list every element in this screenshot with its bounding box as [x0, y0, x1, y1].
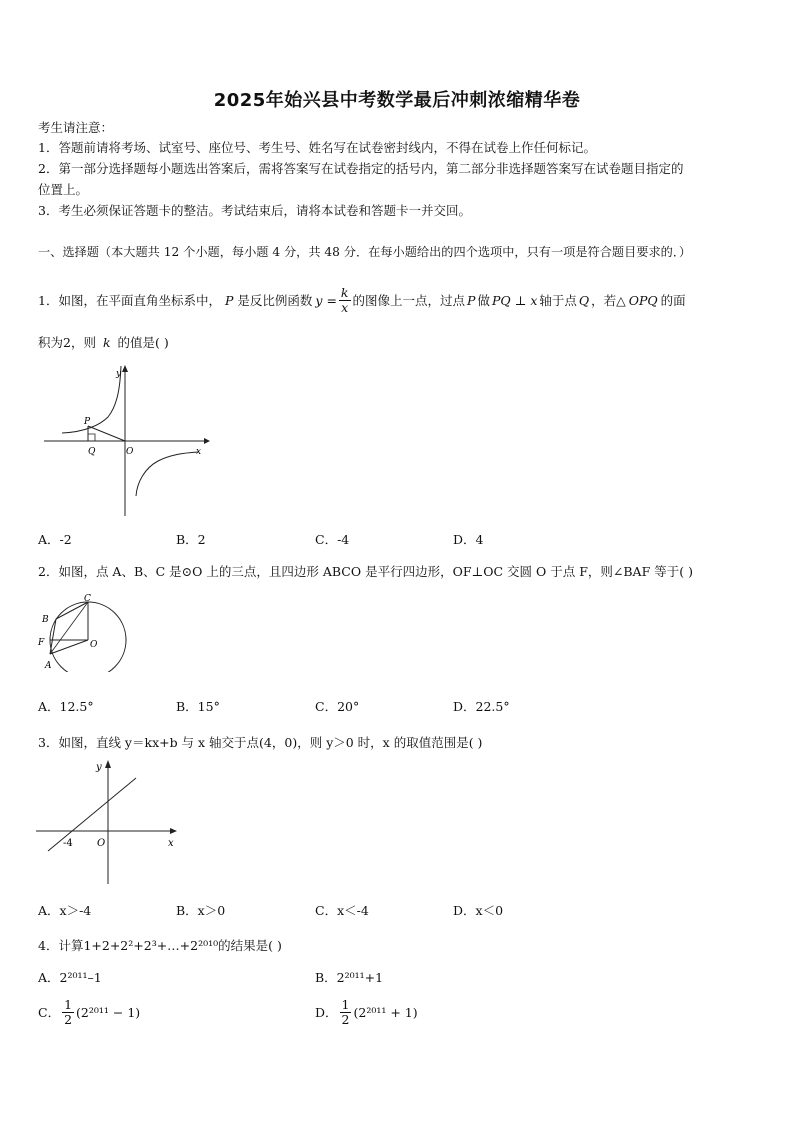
q1-text: 轴于点: [539, 293, 577, 308]
q1-expr-opq: OPQ: [628, 292, 658, 308]
q3-fig-label-x: x: [168, 838, 174, 849]
q1-text: 1．如图，在平面直角坐标系中，: [38, 293, 221, 308]
q2-option-a: A．12.5°: [38, 699, 94, 714]
q2-option-b: B．15°: [176, 699, 220, 714]
notice-item: 2．第一部分选择题每小题选出答案后，需将答案写在试卷指定的括号内，第二部分非选择题答案写在试卷题目指定的: [38, 161, 684, 176]
q2-fig-label-c: C: [84, 594, 91, 604]
q1-text: 的面: [660, 293, 686, 308]
q4-option-b: B．2²⁰¹¹+1: [315, 970, 384, 985]
question-3-stem: 3．如图，直线 y＝kx+b 与 x 轴交于点(4，0)，则 y＞0 时，x 的取值范围是( ): [38, 735, 483, 750]
question-4-stem: 4．计算1+2+2²+2³+…+2²⁰¹⁰的结果是( ): [38, 938, 282, 953]
q3-option-c: C．x＜-4: [315, 903, 369, 918]
q1-option-b: B．2: [176, 532, 206, 547]
q1-text: 是反比例函数: [237, 293, 313, 308]
q4-option-d-label: D．: [315, 1005, 338, 1020]
q1-text: 积为2，则: [38, 335, 96, 350]
q1-fig-label-o: O: [126, 447, 134, 457]
section-heading: 一、选择题（本大题共 12 个小题，每小题 4 分，共 48 分．在每小题给出的四个选项中，只有一项是符合题目要求的．）: [38, 245, 692, 259]
q4-option-c-den: 2: [64, 1011, 73, 1027]
q2-fig-label-b: B: [42, 615, 49, 625]
q1-fraction: [339, 286, 351, 315]
q1-text: 的图像上一点，过点: [352, 293, 466, 308]
question-2-stem: 2．如图，点 A、B、C 是⊙O 上的三点，且四边形 ABCO 是平行四边形，OF⊥OC 交圆 O 于点 F，则∠BAF 等于( ): [38, 564, 693, 579]
notice-item: 3．考生必须保证答题卡的整洁。考试结束后，请将本试卷和答题卡一并交回。: [38, 203, 471, 218]
question-1-stem: [38, 282, 686, 318]
q1-fig-label-y: y: [116, 369, 122, 379]
q1-text: 的值是( ): [117, 335, 169, 350]
q4-option-c: [38, 994, 140, 1030]
q1-fig-label-x: x: [196, 447, 202, 457]
q4-option-d-fraction: [340, 998, 352, 1027]
q2-fig-label-o: O: [90, 640, 98, 650]
q1-fraction-num: k: [340, 284, 349, 300]
page-title: 2025年始兴县中考数学最后冲刺浓缩精华卷: [213, 90, 581, 111]
q1-fig-label-p: P: [84, 417, 91, 427]
q1-text: 做: [477, 293, 490, 308]
q3-fig-label-y: y: [96, 762, 102, 773]
q2-fig-label-f: F: [38, 638, 45, 648]
q4-option-d-num: 1: [341, 996, 350, 1012]
question-1-stem-line2: [38, 333, 169, 351]
q2-fig-label-a: A: [45, 661, 52, 671]
q3-figure: [36, 756, 184, 886]
q4-option-c-fraction: [62, 998, 74, 1027]
q1-option-c: C．-4: [315, 532, 350, 547]
q3-option-d: D．x＜0: [453, 903, 504, 918]
q3-fig-label-minus4: -4: [63, 838, 73, 849]
q3-option-a: A．x＞-4: [38, 903, 92, 918]
q4-option-d: [315, 994, 418, 1030]
q4-option-a: A．2²⁰¹¹–1: [38, 970, 102, 985]
q1-var-q: Q: [578, 292, 590, 308]
q4-option-d-den: 2: [341, 1011, 350, 1027]
q1-expr-pq: PQ ⊥ x: [491, 292, 538, 308]
notice-item: 1．答题前请将考场、试室号、座位号、考生号、姓名写在试卷密封线内，不得在试卷上作任何标记。: [38, 140, 596, 155]
notice-heading: 考生请注意：: [38, 120, 114, 135]
q4-option-c-num: 1: [64, 996, 73, 1012]
q1-option-d: D．4: [453, 532, 484, 547]
q3-fig-label-o: O: [97, 838, 106, 849]
q3-option-b: B．x＞0: [176, 903, 226, 918]
q1-var-y: y =: [315, 292, 337, 308]
q1-option-a: A．-2: [38, 532, 72, 547]
q1-text: ，若△: [591, 293, 626, 308]
q2-option-d: D．22.5°: [453, 699, 510, 714]
q1-var-p: P: [467, 292, 476, 308]
q1-fraction-den: x: [341, 299, 349, 315]
q4-option-c-expr: (2²⁰¹¹ − 1): [76, 1004, 141, 1020]
q2-option-c: C．20°: [315, 699, 360, 714]
q1-var-p: P: [224, 292, 234, 308]
q4-option-d-expr: (2²⁰¹¹ + 1): [353, 1004, 418, 1020]
q4-option-c-label: C．: [38, 1005, 61, 1020]
q1-figure: [40, 362, 210, 520]
q2-figure: [36, 590, 136, 672]
q1-fig-label-q: Q: [88, 447, 96, 457]
notice-item: 位置上。: [38, 182, 89, 197]
q1-var-k: k: [102, 335, 111, 350]
